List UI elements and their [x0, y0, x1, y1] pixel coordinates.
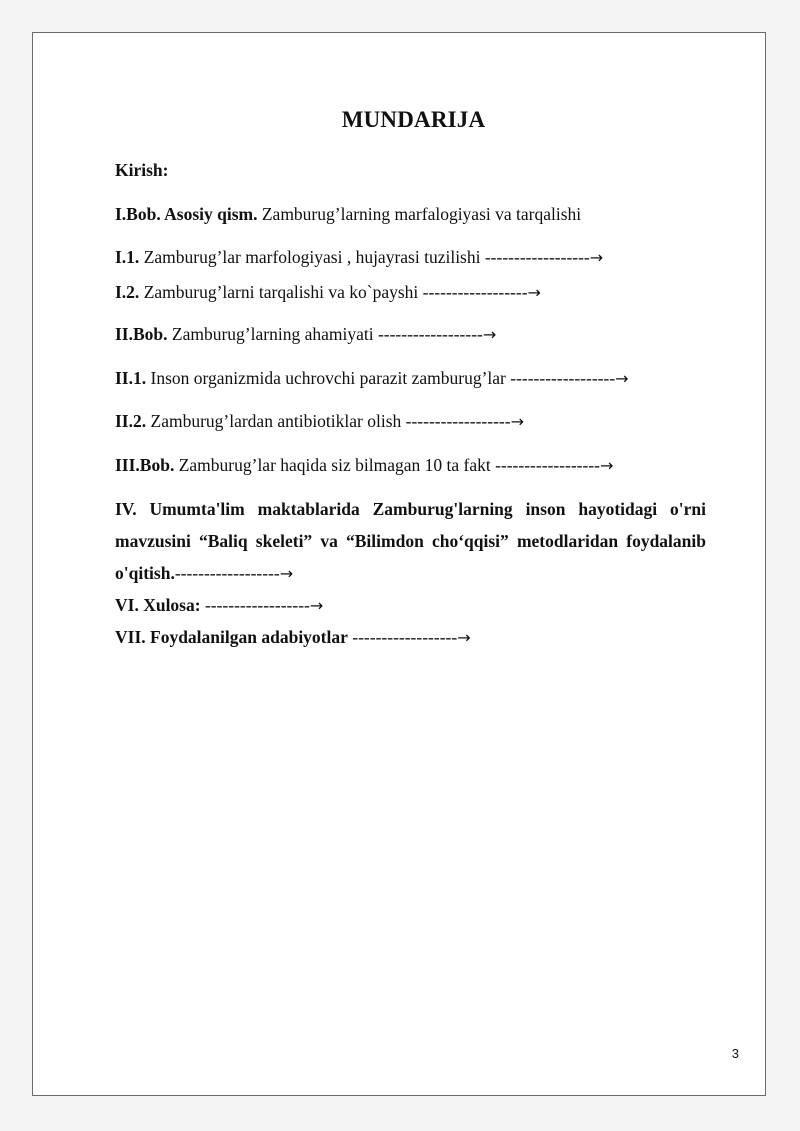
- toc-leader: ------------------: [204, 595, 310, 615]
- arrow-icon: →: [615, 369, 629, 388]
- toc-entry-label: II.Bob.: [115, 324, 168, 344]
- toc-entry-text: Zamburug’lar haqida siz bilmagan 10 ta fakt: [174, 455, 496, 475]
- toc-leader: ------------------: [422, 282, 528, 302]
- toc-entry-text: Zamburug’larni tarqalishi va ko`payshi: [139, 282, 423, 302]
- toc-entry-2-2: [115, 410, 706, 433]
- toc-entry-label: I.1.: [115, 247, 140, 267]
- document-page: [32, 32, 766, 1096]
- arrow-icon: →: [309, 596, 324, 615]
- toc-entry-conclusion: [115, 594, 706, 617]
- toc-leader: ------------------: [484, 247, 590, 267]
- toc-entry-kirish: [115, 159, 706, 181]
- toc-entry-label: I.Bob. Asosiy qism.: [115, 204, 258, 224]
- arrow-icon: →: [510, 412, 524, 431]
- toc-entry-2-1: [115, 367, 706, 390]
- arrow-icon: →: [482, 325, 497, 344]
- toc-leader: ------------------: [510, 368, 616, 388]
- toc-leader: ------------------: [405, 411, 511, 431]
- arrow-icon: →: [599, 456, 614, 475]
- toc-entry-1-1: [115, 246, 706, 269]
- toc-entry-label: I.2.: [115, 282, 140, 302]
- title-text: MUNDARIJA: [341, 107, 486, 132]
- toc-entry-label: II.2.: [115, 411, 147, 431]
- page-title: [33, 107, 765, 133]
- toc-entry-text: IV. Umumta'lim maktablarida Zamburug'larning inson hayotidagi o'rni mavzusini “Baliq skeleti” va “Bilimdon cho‘qqisi” metodlaridan foydalanib o'qitish.: [115, 499, 706, 583]
- toc-entry-label: Kirish:: [115, 160, 169, 180]
- toc-leader: ------------------: [174, 563, 280, 583]
- toc-entry-label: II.1.: [115, 368, 147, 388]
- toc-entry-label: III.Bob.: [115, 455, 175, 475]
- toc-entry-chapter-3: [115, 454, 706, 477]
- toc-entry-label: VII. Foydalanilgan adabiyotlar: [115, 627, 348, 647]
- toc-entry-text: Zamburug’lardan antibiotiklar olish: [146, 411, 406, 431]
- arrow-icon: →: [589, 248, 604, 267]
- toc-entry-text: Zamburug’larning marfalogiyasi va tarqalishi: [257, 204, 582, 224]
- arrow-icon: →: [279, 564, 294, 583]
- toc-leader: ------------------: [377, 324, 483, 344]
- toc-entry-text: Inson organizmida uchrovchi parazit zamburug’lar: [146, 368, 511, 388]
- toc-entry-chapter-2: [115, 323, 706, 346]
- toc-entry-references: [115, 626, 706, 649]
- arrow-icon: →: [457, 628, 471, 647]
- arrow-icon: →: [527, 283, 541, 302]
- toc-entry-chapter-1: [115, 203, 706, 225]
- page-number: 3: [731, 1046, 739, 1061]
- toc-entry-label: VI. Xulosa:: [115, 595, 201, 615]
- toc-entry-1-2: [115, 281, 706, 304]
- toc-leader: ------------------: [352, 627, 458, 647]
- toc-entry-text: Zamburug’larning ahamiyati: [167, 324, 378, 344]
- toc-entry-section-4: [115, 493, 706, 590]
- toc-entry-text: Zamburug’lar marfologiyasi , hujayrasi tuzilishi: [139, 247, 485, 267]
- toc-leader: ------------------: [495, 455, 600, 475]
